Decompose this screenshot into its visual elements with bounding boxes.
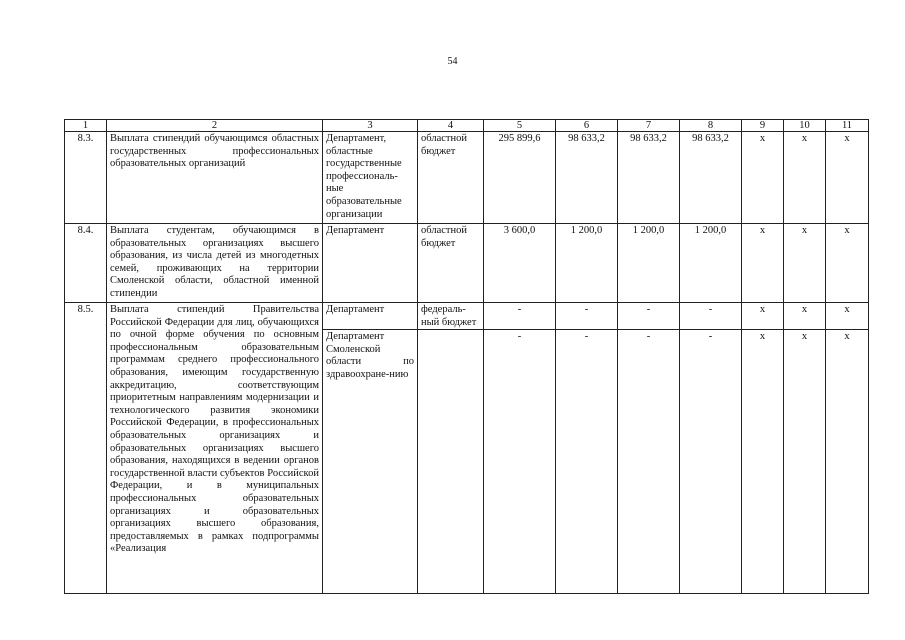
table-row-8-4 — [65, 224, 869, 303]
row-year-2: - — [618, 330, 680, 594]
row-year-2: 1 200,0 — [618, 224, 680, 303]
row-executor: Департамент — [323, 224, 418, 303]
header-cell: 2 — [107, 120, 323, 132]
row-col-11: х — [826, 303, 869, 330]
row-year-1: 98 633,2 — [556, 132, 618, 224]
page-number: 54 — [447, 56, 458, 67]
row-number: 8.5. — [65, 303, 107, 594]
row-description: Выплата студентам, обучающимся в образовательных организациях высшего образования, из числа детей из многодетных семей, проживающих на территории Смоленской области, областной именной стипендии — [107, 224, 323, 303]
header-cell: 9 — [742, 120, 784, 132]
row-funding-source: областной бюджет — [418, 224, 484, 303]
row-funding-source: областной бюджет — [418, 132, 484, 224]
row-year-3: 98 633,2 — [680, 132, 742, 224]
row-col-10: х — [784, 303, 826, 330]
row-description: Выплата стипендий обучающимся областных государственных профессиональных образовательных организаций — [107, 132, 323, 224]
row-col-10: х — [784, 132, 826, 224]
row-col-9: х — [742, 330, 784, 594]
table-header-row — [65, 120, 869, 132]
header-cell: 11 — [826, 120, 869, 132]
row-description: Выплата стипендий Правительства Российской Федерации для лиц, обучающихся по очной форме обучения по основным профессиональным образовательным программам среднего профессионального образования, имеющим государственную аккредитацию, соответствующим приоритетным направлениям модернизации и технологического развития экономики Российской Федерации, в профессиональных образовательных организациях и образовательных организациях высшего образования, находящихся в ведении органов государственной власти субъектов Российской Федерации, и в муниципальных профессиональных образовательных организациях и образовательных организациях высшего образования, предоставляемых в рамках подпрограммы «Реализация — [107, 303, 323, 594]
header-cell: 1 — [65, 120, 107, 132]
header-cell: 6 — [556, 120, 618, 132]
header-cell: 8 — [680, 120, 742, 132]
row-total: 295 899,6 — [484, 132, 556, 224]
header-cell: 7 — [618, 120, 680, 132]
row-col-9: х — [742, 224, 784, 303]
row-year-1: 1 200,0 — [556, 224, 618, 303]
row-col-9: х — [742, 132, 784, 224]
row-total: 3 600,0 — [484, 224, 556, 303]
row-year-3: 1 200,0 — [680, 224, 742, 303]
row-col-11: х — [826, 224, 869, 303]
row-total: - — [484, 303, 556, 330]
row-year-2: - — [618, 303, 680, 330]
row-number: 8.4. — [65, 224, 107, 303]
row-year-1: - — [556, 303, 618, 330]
table-row-8-3 — [65, 132, 869, 224]
row-year-3: - — [680, 303, 742, 330]
row-executor: Департамент, областные государственные профессиональ- ные образовательные организации — [323, 132, 418, 224]
row-executor: Департамент Смоленской области по здравоохране-нию — [323, 330, 418, 594]
budget-table — [64, 119, 869, 594]
header-cell: 3 — [323, 120, 418, 132]
table-row-8-5 — [65, 303, 869, 330]
row-number: 8.3. — [65, 132, 107, 224]
row-funding-source: федераль- ный бюджет — [418, 303, 484, 330]
row-total: - — [484, 330, 556, 594]
row-col-11: х — [826, 330, 869, 594]
row-year-3: - — [680, 330, 742, 594]
row-funding-source — [418, 330, 484, 594]
row-year-1: - — [556, 330, 618, 594]
row-col-11: х — [826, 132, 869, 224]
row-col-10: х — [784, 224, 826, 303]
header-cell: 5 — [484, 120, 556, 132]
row-col-10: х — [784, 330, 826, 594]
row-executor: Департамент — [323, 303, 418, 330]
header-cell: 4 — [418, 120, 484, 132]
header-cell: 10 — [784, 120, 826, 132]
row-year-2: 98 633,2 — [618, 132, 680, 224]
row-col-9: х — [742, 303, 784, 330]
